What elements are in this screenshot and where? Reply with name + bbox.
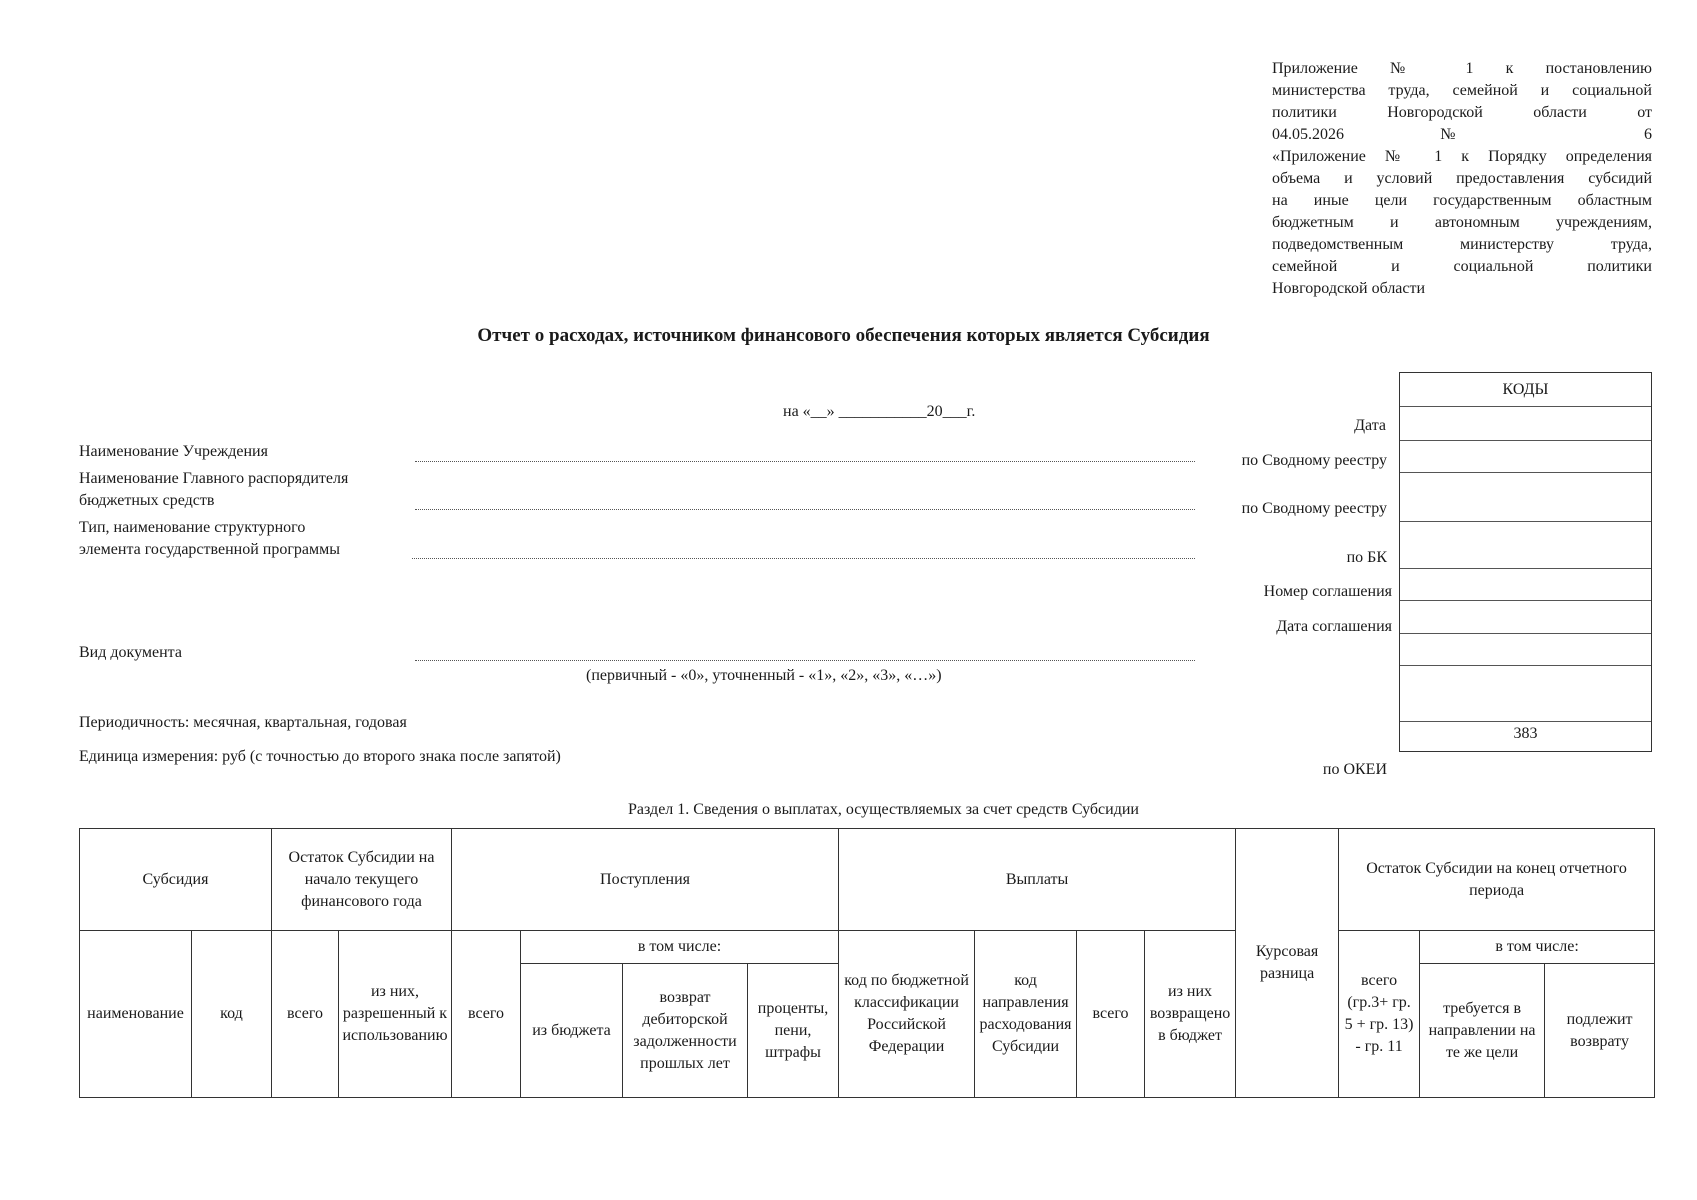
col-allowed: из них, разрешенный к использованию	[339, 931, 452, 1098]
institution-label: Наименование Учреждения	[79, 443, 268, 460]
institution-field[interactable]	[415, 461, 1195, 462]
appendix-line: министерства труда, семейной и социальной	[1272, 82, 1652, 99]
report-date-line: на «__» ___________20___г.	[783, 403, 976, 420]
okei-label: по ОКЕИ	[1322, 761, 1387, 778]
program-field[interactable]	[412, 558, 1195, 559]
appendix-line: Новгородской области	[1272, 280, 1426, 297]
col-code: код	[192, 931, 272, 1098]
section-1-title: Раздел 1. Сведения о выплатах, осуществляемых за счет средств Субсидии	[628, 801, 1139, 818]
agreement-number-cell[interactable]	[1400, 568, 1651, 601]
appendix-line: бюджетным и автономным учреждениям,	[1272, 214, 1652, 231]
doc-type-field[interactable]	[415, 660, 1195, 661]
agreement-date-label: Дата соглашения	[1276, 618, 1392, 635]
appendix-line: Приложение № 1 к постановлению	[1272, 60, 1652, 77]
header-end-including: в том числе:	[1420, 931, 1655, 964]
doc-type-code-cell[interactable]	[1400, 633, 1651, 666]
header-exchange-difference: Курсовая разница	[1236, 829, 1339, 1098]
col-direction-code: код направления расходования Субсидии	[975, 931, 1077, 1098]
bk-code-label: по БК	[1346, 549, 1387, 566]
header-receipts: Поступления	[452, 829, 839, 931]
date-code-label: Дата	[1354, 417, 1386, 434]
col-returned-to-budget: из них возвращено в бюджет	[1145, 931, 1236, 1098]
date-code-cell[interactable]	[1400, 406, 1651, 441]
header-balance-end: Остаток Субсидии на конец отчетного периода	[1339, 829, 1655, 931]
periodicity-text: Периодичность: месячная, квартальная, годовая	[79, 714, 407, 731]
appendix-line: объема и условий предоставления субсидий	[1272, 170, 1652, 187]
registry-code-label-2: по Сводному реестру	[1241, 500, 1387, 517]
doc-type-hint: (первичный - «0», уточненный - «1», «2», «3», «…»)	[586, 667, 942, 684]
appendix-line: подведомственным министерству труда,	[1272, 236, 1652, 253]
codes-header: КОДЫ	[1400, 373, 1651, 407]
doc-type-label: Вид документа	[79, 644, 182, 661]
chief-manager-field[interactable]	[415, 509, 1195, 510]
col-total-receipts: всего	[452, 931, 521, 1098]
codes-box	[1399, 372, 1652, 752]
okei-code-value: 383	[1513, 725, 1538, 742]
registry-code-label-1: по Сводному реестру	[1241, 452, 1387, 469]
bk-code-cell[interactable]	[1400, 521, 1651, 569]
chief-manager-label-1: Наименование Главного распорядителя	[79, 470, 349, 487]
col-name: наименование	[80, 931, 192, 1098]
col-total-end: всего (гр.3+ гр. 5 + гр. 13) - гр. 11	[1339, 931, 1420, 1098]
agreement-date-cell[interactable]	[1400, 600, 1651, 634]
col-required-same-purpose: требуется в направлении на те же цели	[1420, 964, 1545, 1098]
col-bk-code: код по бюджетной классификации Российской Федерации	[839, 931, 975, 1098]
appendix-line: «Приложение № 1 к Порядку определения	[1272, 148, 1652, 165]
report-title: Отчет о расходах, источником финансового обеспечения которых является Субсидия	[477, 325, 1210, 346]
program-label-2: элемента государственной программы	[79, 541, 340, 558]
col-total-start: всего	[272, 931, 339, 1098]
registry-code-cell-1[interactable]	[1400, 440, 1651, 473]
col-total-payments: всего	[1077, 931, 1145, 1098]
appendix-line: на иные цели государственным областным	[1272, 192, 1652, 209]
section-1-table	[79, 828, 1655, 1098]
col-from-budget: из бюджета	[521, 964, 623, 1098]
header-balance-start: Остаток Субсидии на начало текущего финансового года	[272, 829, 452, 931]
col-debt-return: возврат дебиторской задолженности прошлых лет	[623, 964, 748, 1098]
appendix-line: политики Новгородской области от	[1272, 104, 1652, 121]
header-payments: Выплаты	[839, 829, 1236, 931]
header-subsidy: Субсидия	[80, 829, 272, 931]
registry-code-cell-2[interactable]	[1400, 472, 1651, 522]
agreement-number-label: Номер соглашения	[1263, 583, 1392, 600]
program-label-1: Тип, наименование структурного	[79, 519, 306, 536]
unit-text: Единица измерения: руб (с точностью до второго знака после запятой)	[79, 748, 561, 765]
header-receipts-including: в том числе:	[521, 931, 839, 964]
appendix-line: семейной и социальной политики	[1272, 258, 1652, 275]
appendix-line: 04.05.2026 № 6	[1272, 126, 1652, 143]
appendix-note	[1272, 58, 1652, 300]
col-subject-to-refund: подлежит возврату	[1545, 964, 1655, 1098]
periodicity-code-cell[interactable]	[1400, 665, 1651, 722]
chief-manager-label-2: бюджетных средств	[79, 492, 215, 509]
col-interest-fines: проценты, пени, штрафы	[748, 964, 839, 1098]
